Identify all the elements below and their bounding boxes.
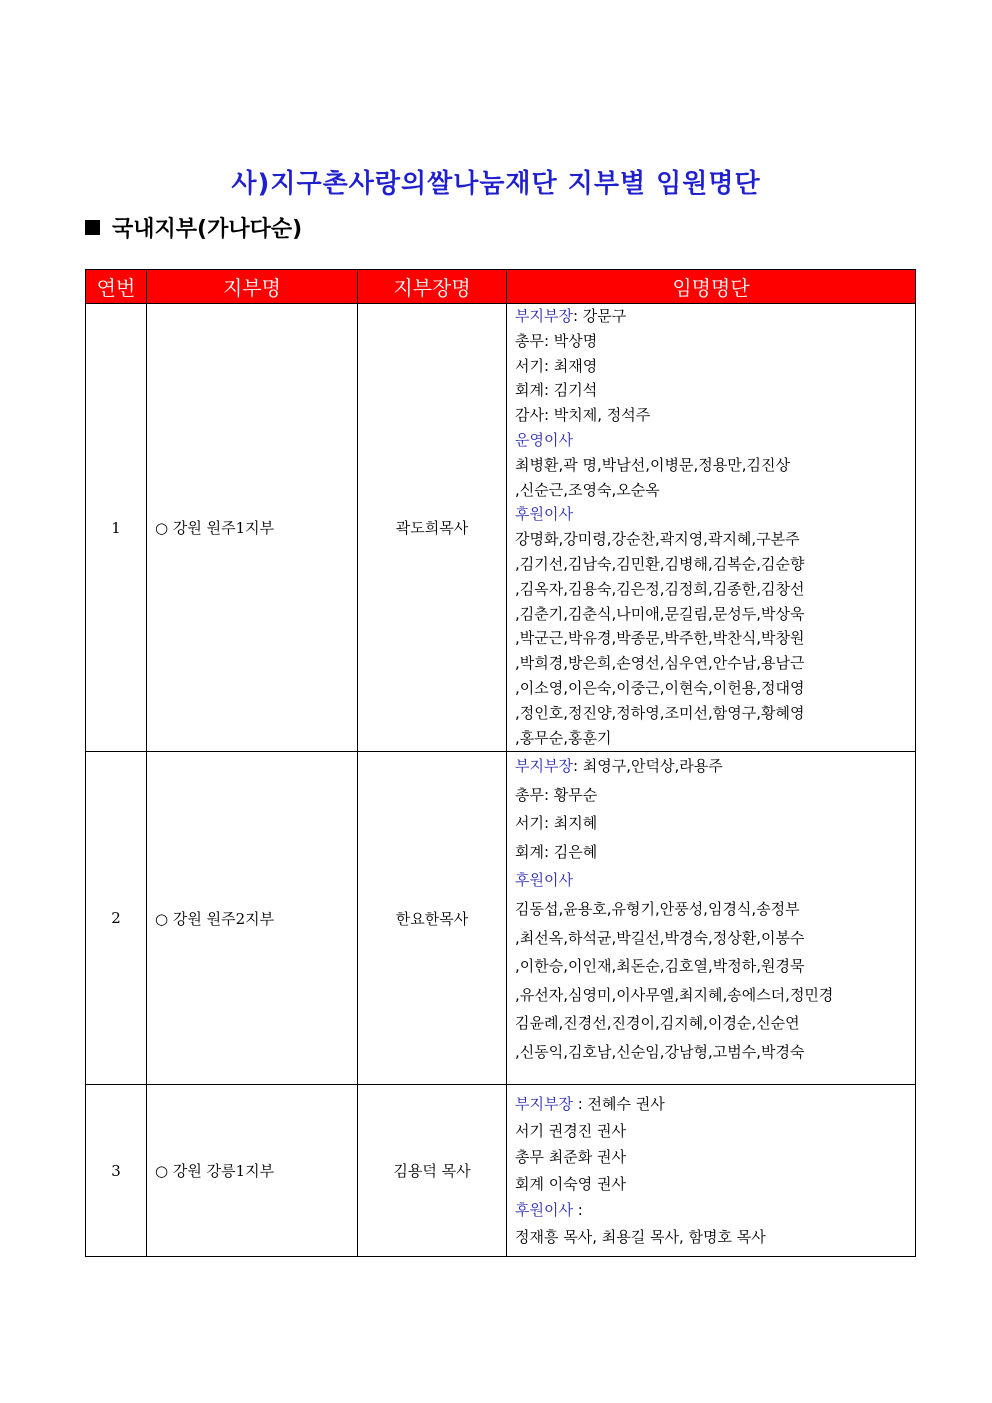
appointee-line <box>515 1118 915 1145</box>
appointee-line <box>515 838 915 867</box>
appointee-line <box>515 1009 915 1038</box>
appointee-line <box>515 781 915 810</box>
square-bullet-icon <box>85 220 100 235</box>
role-label: 부지부장 <box>515 1095 573 1113</box>
appointee-text: 회계: 김은혜 <box>515 842 598 861</box>
branch-name: ○ 강원 강릉1지부 <box>147 1085 358 1257</box>
appointee-line <box>515 726 915 751</box>
appointee-text: 서기: 최지혜 <box>515 814 598 833</box>
appointee-text: 김동섭,윤용호,유형기,안풍성,임경식,송정부 <box>515 899 800 918</box>
branch-officers-table <box>85 269 916 1257</box>
appointee-text: : 강문구 <box>572 307 627 325</box>
table-header-row <box>86 270 916 304</box>
appointee-text: 김윤례,진경선,진경이,김지혜,이경순,신순연 <box>515 1014 800 1033</box>
appointee-text: 서기 권경진 권사 <box>515 1121 626 1140</box>
appointee-text: ,김옥자,김용숙,김은정,김정희,김종한,김창선 <box>515 579 805 598</box>
appointee-text: 강명화,강미령,강순찬,곽지영,곽지혜,구본주 <box>515 530 800 549</box>
appointee-line <box>515 1038 915 1067</box>
appointee-text: ,김기선,김남숙,김민환,김병해,김복순,김순향 <box>515 554 805 573</box>
appointee-text: ,신동익,김호남,신순임,강남형,고범수,박경숙 <box>515 1042 805 1061</box>
appointee-line <box>515 1197 915 1224</box>
appointee-text: ,박군근,박유경,박종문,박주한,박찬식,박창원 <box>515 629 805 648</box>
appointee-line <box>515 866 915 895</box>
section-heading <box>85 212 302 243</box>
appointee-line <box>515 329 915 354</box>
branch-name: ○ 강원 원주1지부 <box>147 304 358 752</box>
appointee-list <box>507 304 916 752</box>
appointee-line <box>515 602 915 627</box>
appointee-text: ,이한승,이인재,최돈순,김호열,박정하,원경묵 <box>515 957 805 976</box>
appointee-text: 총무 최준화 권사 <box>515 1148 626 1167</box>
appointee-line <box>515 895 915 924</box>
appointee-line <box>515 304 915 329</box>
appointee-text: ,정인호,정진양,정하영,조미선,함영구,황혜영 <box>515 703 805 722</box>
appointee-text: ,유선자,심영미,이사무엘,최지혜,송에스더,정민경 <box>515 985 834 1004</box>
branch-head-name: 한요한목사 <box>358 752 507 1085</box>
branch-head-name: 곽도희목사 <box>358 304 507 752</box>
appointee-list <box>507 1085 916 1257</box>
role-label: 부지부장 <box>515 307 573 325</box>
appointee-text: 최병환,곽 명,박남선,이병문,정용만,김진상 <box>515 455 790 474</box>
role-label: 운영이사 <box>515 430 573 449</box>
row-number: 2 <box>86 752 147 1085</box>
header-branch: 지부명 <box>147 270 358 304</box>
appointee-line <box>515 552 915 577</box>
appointee-line <box>515 981 915 1010</box>
appointee-line <box>515 1144 915 1171</box>
appointee-text: ,최선옥,하석균,박길선,박경숙,정상환,이봉수 <box>515 928 805 947</box>
appointee-line <box>515 676 915 701</box>
table-row <box>86 752 916 1085</box>
row-number: 3 <box>86 1085 147 1257</box>
table-row <box>86 1085 916 1257</box>
branch-head-name: 김용덕 목사 <box>358 1085 507 1257</box>
appointee-text: 감사: 박치제, 정석주 <box>515 406 651 425</box>
header-no: 연번 <box>86 270 147 304</box>
appointee-line <box>515 1224 915 1251</box>
role-label: 후원이사 <box>515 505 573 524</box>
appointee-text: : <box>572 1201 583 1220</box>
appointee-line <box>515 651 915 676</box>
appointee-text: 총무: 황무순 <box>515 785 598 804</box>
appointee-text: : 최영구,안덕상,라용주 <box>572 757 723 775</box>
appointee-text: 회계: 김기석 <box>515 381 598 400</box>
appointee-text: 총무: 박상명 <box>515 331 598 350</box>
appointee-line <box>515 403 915 428</box>
branch-name: ○ 강원 원주2지부 <box>147 752 358 1085</box>
appointee-list <box>507 752 916 1085</box>
appointee-line <box>515 428 915 453</box>
appointee-text: ,신순근,조영숙,오순옥 <box>515 480 660 499</box>
appointee-line <box>515 577 915 602</box>
appointee-text: ,홍무순,홍훈기 <box>515 728 612 747</box>
appointee-line <box>515 478 915 503</box>
appointee-line <box>515 1171 915 1198</box>
appointee-line <box>515 502 915 527</box>
appointee-line <box>515 527 915 552</box>
appointee-text: ,김춘기,김춘식,나미애,문길림,문성두,박상욱 <box>515 604 805 623</box>
section-label: 국내지부(가나다순) <box>112 217 303 242</box>
appointee-text: ,이소영,이은숙,이중근,이현숙,이헌용,정대영 <box>515 678 805 697</box>
table-row <box>86 304 916 752</box>
appointee-text: 정재흥 목사, 최용길 목사, 함명호 목사 <box>515 1227 766 1246</box>
role-label: 후원이사 <box>515 871 573 890</box>
appointee-line <box>515 809 915 838</box>
page-title: 사)지구촌사랑의쌀나눔재단 지부별 임원명단 <box>231 169 761 199</box>
appointee-text: : 전혜수 권사 <box>572 1095 665 1113</box>
appointee-line <box>515 378 915 403</box>
row-number: 1 <box>86 304 147 752</box>
role-label: 부지부장 <box>515 757 573 775</box>
appointee-line <box>515 924 915 953</box>
appointee-line <box>515 354 915 379</box>
header-head: 지부장명 <box>358 270 507 304</box>
appointee-text: 회계 이숙영 권사 <box>515 1174 626 1193</box>
appointee-line <box>515 626 915 651</box>
appointee-line <box>515 453 915 478</box>
appointee-line <box>515 701 915 726</box>
appointee-text: ,박희경,방은희,손영선,심우연,안수남,용남근 <box>515 654 805 673</box>
appointee-text: 서기: 최재영 <box>515 356 598 375</box>
header-appointees: 임명명단 <box>507 270 916 304</box>
appointee-line <box>515 952 915 981</box>
appointee-line <box>515 1091 915 1118</box>
role-label: 후원이사 <box>515 1201 573 1220</box>
appointee-line <box>515 752 915 781</box>
